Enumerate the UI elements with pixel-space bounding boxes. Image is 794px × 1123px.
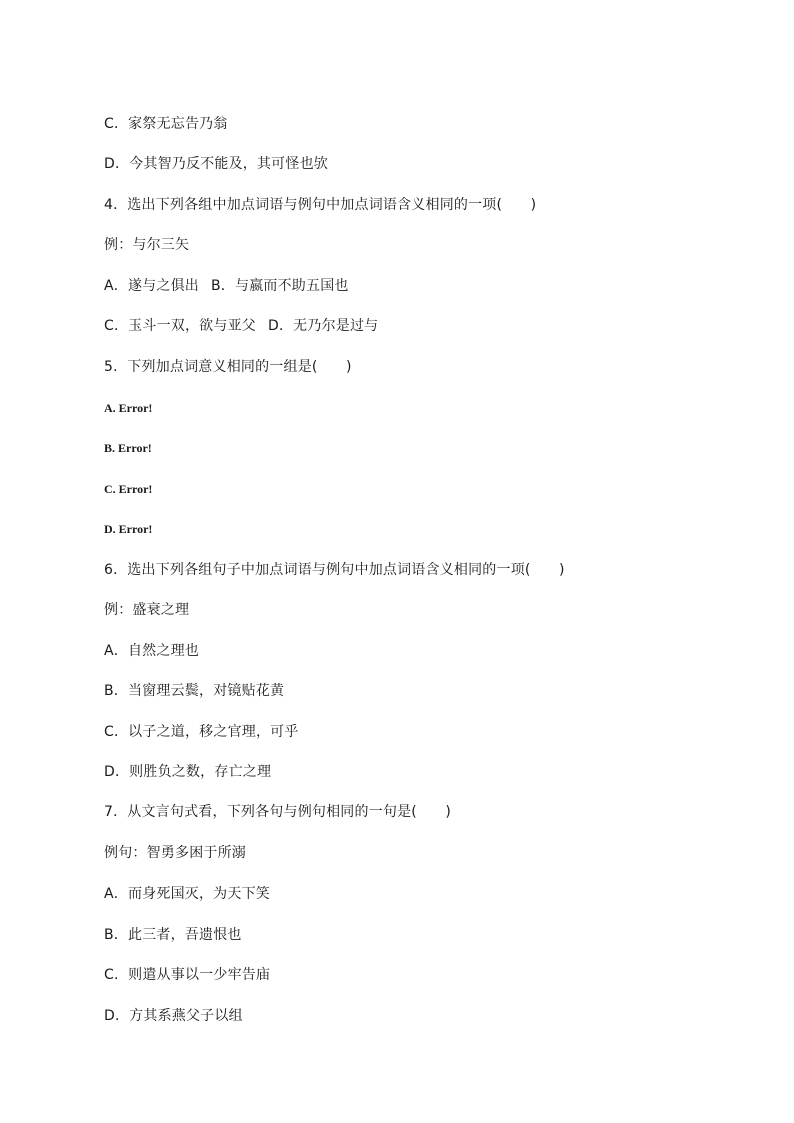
question-5-option-d: D. Error!: [104, 522, 153, 536]
question-7-option-c: C．则遣从事以一少牢告庙: [104, 967, 271, 983]
question-6-option-c: C．以子之道，移之官理，可乎: [104, 724, 299, 740]
option-d-line: D．今其智乃反不能及，其可怪也欤: [104, 156, 328, 172]
question-6: 6．选出下列各组句子中加点词语与例句中加点词语含义相同的一项( ): [104, 562, 565, 578]
question-4-option-c: C．玉斗一双，欲与亚父: [104, 318, 256, 334]
option-c-line: C．家祭无忘告乃翁: [104, 116, 228, 132]
question-7-option-b: B．此三者，吾遗恨也: [104, 927, 242, 943]
question-7: 7．从文言句式看，下列各句与例句相同的一句是( ): [104, 804, 452, 820]
question-5-option-a: A. Error!: [104, 401, 153, 415]
question-5-option-b: B. Error!: [104, 441, 152, 455]
question-7-option-a: A．而身死国灭，为天下笑: [104, 886, 270, 902]
question-4-options-cd: [104, 316, 378, 336]
question-5-option-c: C. Error!: [104, 482, 153, 496]
question-5: 5．下列加点词意义相同的一组是( ): [104, 359, 352, 375]
question-4-options-ab: [104, 276, 349, 296]
question-6-option-a: A．自然之理也: [104, 643, 199, 659]
question-7-option-d: D．方其系燕父子以组: [104, 1008, 243, 1024]
question-4: 4．选出下列各组中加点词语与例句中加点词语含义相同的一项( ): [104, 197, 537, 213]
question-4-option-a: A．遂与之俱出: [104, 278, 199, 294]
question-4-option-d: D．无乃尔是过与: [267, 318, 379, 334]
question-6-option-d: D．则胜负之数，存亡之理: [104, 764, 272, 780]
question-6-option-b: B．当窗理云鬓，对镜贴花黄: [104, 683, 285, 699]
question-7-example: 例句：智勇多困于所溺: [104, 845, 246, 861]
question-6-example: 例：盛衰之理: [104, 602, 190, 618]
question-4-option-b: B．与嬴而不助五国也: [210, 278, 349, 294]
question-4-example: 例：与尔三矢: [104, 237, 190, 253]
